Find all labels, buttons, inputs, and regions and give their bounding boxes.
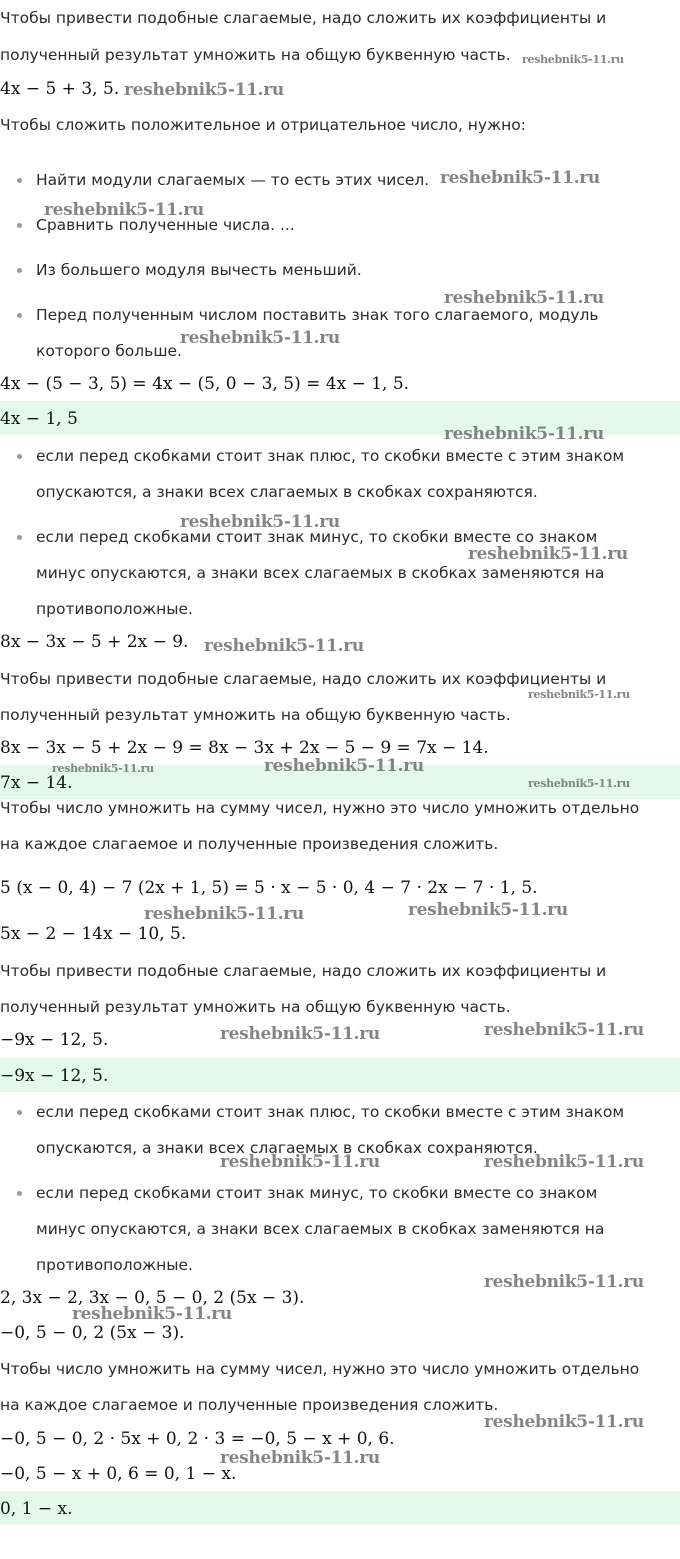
math-line: 8x − 3x − 5 + 2x − 9 = 8x − 3x + 2x − 5 − 9 = 7x − 14. [0, 738, 489, 758]
answer-line: 4x − 1, 5 [0, 409, 78, 429]
watermark: reshebnik5-11.ru [220, 1152, 380, 1172]
math-line: 5 (x − 0, 4) − 7 (2x + 1, 5) = 5 · x − 5 · 0, 4 − 7 · 2x − 7 · 1, 5. [0, 878, 538, 898]
watermark: reshebnik5-11.ru [264, 756, 424, 776]
list-item: противоположные. [36, 1256, 193, 1274]
paragraph-line: на каждое слагаемое и полученные произведения сложить. [0, 835, 499, 853]
bullet-dot [17, 454, 22, 459]
list-item: опускаются, а знаки всех слагаемых в скобках сохраняются. [36, 1139, 538, 1157]
paragraph-line: Чтобы число умножить на сумму чисел, нужно это число умножить отдельно [0, 1360, 640, 1378]
watermark: reshebnik5-11.ru [204, 636, 364, 656]
paragraph-line: Чтобы привести подобные слагаемые, надо сложить их коэффициенты и [0, 9, 607, 27]
bullet-dot [17, 313, 22, 318]
list-item: Найти модули слагаемых — то есть этих чисел. [36, 171, 430, 189]
list-item: если перед скобками стоит знак плюс, то скобки вместе с этим знаком [36, 447, 625, 465]
math-line: −0, 5 − x + 0, 6 = 0, 1 − x. [0, 1464, 237, 1484]
paragraph-line: на каждое слагаемое и полученные произведения сложить. [0, 1396, 499, 1414]
list-item: если перед скобками стоит знак минус, то скобки вместе со знаком [36, 1184, 598, 1202]
list-item: минус опускаются, а знаки всех слагаемых в скобках заменяются на [36, 564, 605, 582]
watermark: reshebnik5-11.ru [522, 53, 624, 66]
math-line: −0, 5 − 0, 2 (5x − 3). [0, 1323, 185, 1343]
watermark: reshebnik5-11.ru [528, 688, 630, 701]
bullet-dot [17, 535, 22, 540]
watermark: reshebnik5-11.ru [220, 1448, 380, 1468]
watermark: reshebnik5-11.ru [144, 904, 304, 924]
watermark: reshebnik5-11.ru [484, 1272, 644, 1292]
bullet-dot [17, 178, 22, 183]
watermark: reshebnik5-11.ru [528, 777, 630, 790]
watermark: reshebnik5-11.ru [220, 1024, 380, 1044]
watermark: reshebnik5-11.ru [468, 544, 628, 564]
paragraph-line: Чтобы число умножить на сумму чисел, нужно это число умножить отдельно [0, 799, 640, 817]
watermark: reshebnik5-11.ru [484, 1152, 644, 1172]
answer-line: −9x − 12, 5. [0, 1066, 109, 1086]
math-line: 2, 3x − 2, 3x − 0, 5 − 0, 2 (5x − 3). [0, 1288, 305, 1308]
paragraph-line: Чтобы привести подобные слагаемые, надо сложить их коэффициенты и [0, 670, 607, 688]
bullet-dot [17, 223, 22, 228]
watermark: reshebnik5-11.ru [124, 80, 284, 100]
list-item: которого больше. [36, 342, 182, 360]
paragraph-line: полученный результат умножить на общую буквенную часть. [0, 706, 511, 724]
answer-band [0, 1491, 680, 1525]
bullet-dot [17, 268, 22, 273]
list-item: Перед полученным числом поставить знак того слагаемого, модуль [36, 306, 599, 324]
bullet-dot [17, 1110, 22, 1115]
list-item: если перед скобками стоит знак плюс, то скобки вместе с этим знаком [36, 1103, 625, 1121]
watermark: reshebnik5-11.ru [444, 288, 604, 308]
answer-line: 7x − 14. [0, 773, 73, 793]
list-item: Из большего модуля вычесть меньший. [36, 261, 362, 279]
paragraph-line: полученный результат умножить на общую буквенную часть. [0, 998, 511, 1016]
list-item: если перед скобками стоит знак минус, то скобки вместе со знаком [36, 528, 598, 546]
math-line: 5x − 2 − 14x − 10, 5. [0, 924, 187, 944]
watermark: reshebnik5-11.ru [408, 900, 568, 920]
watermark: reshebnik5-11.ru [44, 200, 204, 220]
watermark: reshebnik5-11.ru [180, 512, 340, 532]
watermark: reshebnik5-11.ru [484, 1020, 644, 1040]
watermark: reshebnik5-11.ru [72, 1304, 232, 1324]
math-line: 4x − 5 + 3, 5. [0, 79, 120, 99]
watermark: reshebnik5-11.ru [484, 1412, 644, 1432]
math-line: −0, 5 − 0, 2 · 5x + 0, 2 · 3 = −0, 5 − x + 0, 6. [0, 1429, 395, 1449]
watermark: reshebnik5-11.ru [180, 328, 340, 348]
list-item: Сравнить полученные числа. ... [36, 216, 295, 234]
list-item: минус опускаются, а знаки всех слагаемых в скобках заменяются на [36, 1220, 605, 1238]
list-item: противоположные. [36, 600, 193, 618]
watermark: reshebnik5-11.ru [440, 168, 600, 188]
watermark: reshebnik5-11.ru [52, 762, 154, 775]
list-item: опускаются, а знаки всех слагаемых в скобках сохраняются. [36, 483, 538, 501]
answer-line: 0, 1 − x. [0, 1499, 73, 1519]
math-line: 4x − (5 − 3, 5) = 4x − (5, 0 − 3, 5) = 4x − 1, 5. [0, 374, 410, 394]
paragraph-line: Чтобы привести подобные слагаемые, надо сложить их коэффициенты и [0, 962, 607, 980]
paragraph-line: Чтобы сложить положительное и отрицательное число, нужно: [0, 116, 526, 134]
math-line: −9x − 12, 5. [0, 1030, 109, 1050]
math-line: 8x − 3x − 5 + 2x − 9. [0, 632, 189, 652]
watermark: reshebnik5-11.ru [444, 424, 604, 444]
paragraph-line: полученный результат умножить на общую буквенную часть. [0, 46, 511, 64]
bullet-dot [17, 1191, 22, 1196]
